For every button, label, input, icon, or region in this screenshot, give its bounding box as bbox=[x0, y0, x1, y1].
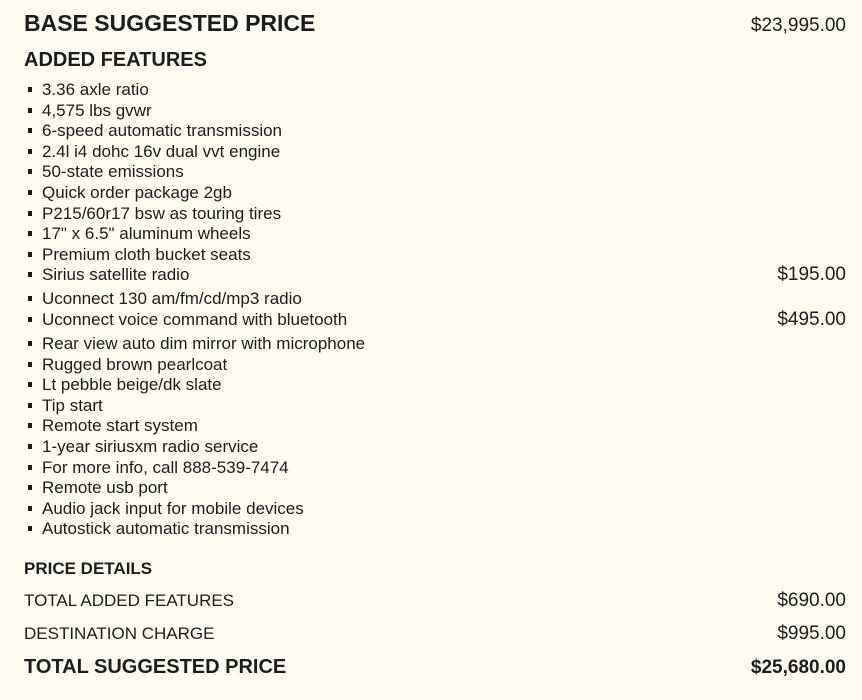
destination-label: DESTINATION CHARGE bbox=[24, 624, 215, 643]
feature-label: For more info, call 888-539-7474 bbox=[42, 457, 289, 477]
feature-label: Uconnect voice command with bluetooth bbox=[42, 309, 348, 329]
feature-item bbox=[26, 224, 846, 245]
total-row bbox=[24, 656, 846, 679]
feature-item bbox=[26, 310, 846, 334]
feature-item bbox=[26, 101, 846, 122]
feature-label: Premium cloth bucket seats bbox=[42, 244, 251, 264]
feature-item bbox=[26, 355, 846, 376]
total-added-row bbox=[24, 590, 846, 612]
feature-label: Tip start bbox=[42, 395, 103, 415]
feature-label: Rugged brown pearlcoat bbox=[42, 354, 228, 374]
feature-item bbox=[26, 416, 846, 437]
feature-label: 6-speed automatic transmission bbox=[42, 121, 283, 141]
total-label: TOTAL SUGGESTED PRICE bbox=[24, 656, 287, 678]
destination-value: $995.00 bbox=[777, 623, 846, 644]
features-list bbox=[26, 80, 846, 540]
feature-label: 50-state emissions bbox=[42, 162, 184, 182]
feature-label: Rear view auto dim mirror with microphone bbox=[42, 333, 366, 353]
feature-item bbox=[26, 80, 846, 101]
feature-item bbox=[26, 142, 846, 163]
feature-label: Remote start system bbox=[42, 416, 198, 436]
feature-item bbox=[26, 437, 846, 458]
feature-label: 4,575 lbs gvwr bbox=[42, 100, 152, 120]
feature-label: Quick order package 2gb bbox=[42, 182, 232, 202]
feature-label: P215/60r17 bsw as touring tires bbox=[42, 203, 282, 223]
feature-item bbox=[26, 289, 846, 310]
feature-label: Audio jack input for mobile devices bbox=[42, 498, 304, 518]
feature-label: Remote usb port bbox=[42, 478, 168, 498]
feature-item bbox=[26, 396, 846, 417]
base-price-label: BASE SUGGESTED PRICE bbox=[24, 10, 316, 36]
feature-item bbox=[26, 183, 846, 204]
feature-item bbox=[26, 375, 846, 396]
total-value: $25,680.00 bbox=[750, 657, 846, 678]
destination-row bbox=[24, 623, 846, 645]
price-details-heading: PRICE DETAILS bbox=[24, 559, 153, 578]
feature-label: 2.4l i4 dohc 16v dual vvt engine bbox=[42, 141, 281, 161]
feature-label: Lt pebble beige/dk slate bbox=[42, 375, 222, 395]
feature-item bbox=[26, 265, 846, 289]
feature-label: 17" x 6.5" aluminum wheels bbox=[42, 224, 251, 244]
feature-price: $495.00 bbox=[777, 308, 846, 330]
feature-item bbox=[26, 334, 846, 355]
feature-label: Autostick automatic transmission bbox=[42, 519, 290, 539]
base-price-row bbox=[24, 10, 846, 37]
feature-item bbox=[26, 162, 846, 183]
feature-item bbox=[26, 245, 846, 266]
total-added-label: TOTAL ADDED FEATURES bbox=[24, 591, 235, 610]
feature-label: Uconnect 130 am/fm/cd/mp3 radio bbox=[42, 289, 302, 309]
feature-label: 1-year siriusxm radio service bbox=[42, 436, 259, 456]
feature-item bbox=[26, 519, 846, 540]
feature-price: $195.00 bbox=[777, 264, 846, 286]
feature-item bbox=[26, 121, 846, 142]
feature-item bbox=[26, 478, 846, 499]
base-price-value: $23,995.00 bbox=[750, 15, 846, 36]
feature-label: Sirius satellite radio bbox=[42, 265, 190, 285]
feature-item bbox=[26, 499, 846, 520]
feature-item bbox=[26, 204, 846, 225]
added-features-heading: ADDED FEATURES bbox=[24, 49, 207, 71]
feature-item bbox=[26, 458, 846, 479]
feature-label: 3.36 axle ratio bbox=[42, 80, 149, 99]
total-added-value: $690.00 bbox=[777, 590, 846, 611]
